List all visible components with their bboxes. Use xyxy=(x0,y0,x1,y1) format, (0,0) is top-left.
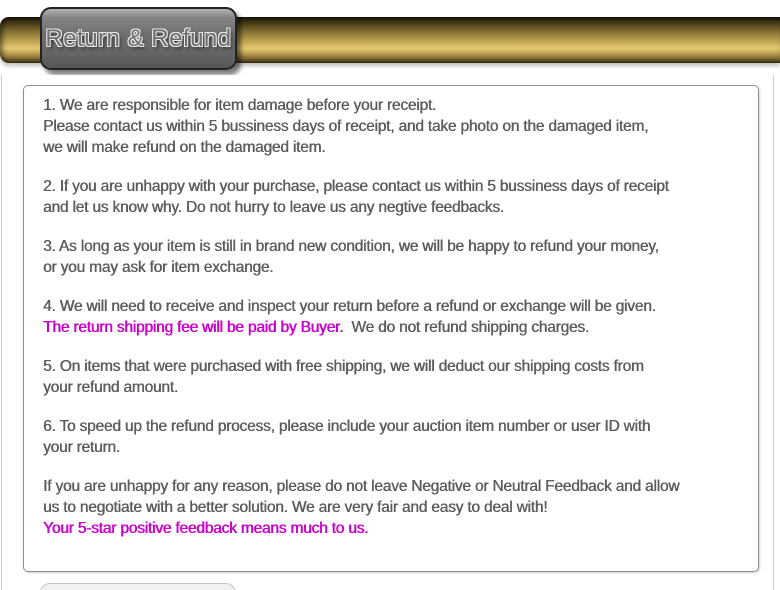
policy-line xyxy=(43,296,740,317)
policy-line xyxy=(43,476,740,497)
policy-line xyxy=(43,116,740,137)
body-text: us to negotiate with a better solution. We are very fair and easy to deal with! xyxy=(43,499,548,516)
policy-text xyxy=(43,95,740,539)
policy-line xyxy=(43,137,740,158)
policy-paragraph xyxy=(43,176,740,218)
policy-line xyxy=(43,437,740,458)
body-text: 1. We are responsible for item damage before your receipt. xyxy=(43,97,437,114)
body-text: 5. On items that were purchased with free shipping, we will deduct our shipping costs from xyxy=(43,358,644,375)
body-text: and let us know why. Do not hurry to leave us any negtive feedbacks. xyxy=(43,199,504,216)
body-text: Please contact us within 5 bussiness days of receipt, and take photo on the damaged item, xyxy=(43,118,649,135)
policy-line xyxy=(43,356,740,377)
policy-box xyxy=(23,85,759,572)
body-text: your refund amount. xyxy=(43,379,178,396)
policy-line xyxy=(43,317,740,338)
policy-line xyxy=(43,497,740,518)
body-text: we will make refund on the damaged item. xyxy=(43,139,326,156)
highlighted-text: The return shipping fee will be paid by Buyer. xyxy=(43,319,344,336)
body-text: 4. We will need to receive and inspect your return before a refund or exchange will be given. xyxy=(43,298,656,315)
next-section-tab-partial xyxy=(40,583,236,590)
policy-paragraph xyxy=(43,356,740,398)
policy-line xyxy=(43,416,740,437)
body-text: If you are unhappy for any reason, please do not leave Negative or Neutral Feedback and allow xyxy=(43,478,680,495)
body-text: 3. As long as your item is still in brand new condition, we will be happy to refund your money, xyxy=(43,238,659,255)
body-text: your return. xyxy=(43,439,120,456)
policy-paragraph xyxy=(43,95,740,158)
policy-line xyxy=(43,95,740,116)
policy-paragraph xyxy=(43,296,740,338)
policy-paragraph xyxy=(43,236,740,278)
body-text: 2. If you are unhappy with your purchase, please contact us within 5 bussiness days of receipt xyxy=(43,178,669,195)
body-text: We do not refund shipping charges. xyxy=(343,319,589,336)
content-frame xyxy=(1,75,774,590)
highlighted-text: Your 5-star positive feedback means much to us. xyxy=(43,520,369,537)
section-title: Return & Refund xyxy=(45,24,232,52)
body-text: 6. To speed up the refund process, please include your auction item number or user ID with xyxy=(43,418,651,435)
policy-paragraph xyxy=(43,476,740,539)
body-text: or you may ask for item exchange. xyxy=(43,259,274,276)
policy-line xyxy=(43,236,740,257)
section-tab xyxy=(40,7,237,70)
policy-paragraph xyxy=(43,416,740,458)
policy-line xyxy=(43,377,740,398)
policy-line xyxy=(43,176,740,197)
policy-line xyxy=(43,197,740,218)
policy-line xyxy=(43,518,740,539)
policy-line xyxy=(43,257,740,278)
